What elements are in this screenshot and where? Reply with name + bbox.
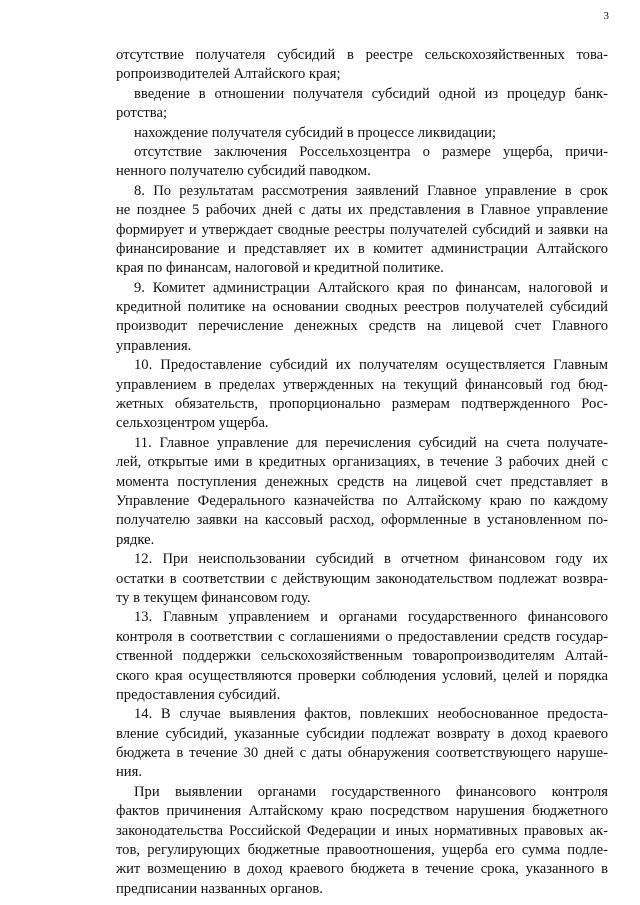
text-line: производит перечисление денежных средств на лицевой счет Главного [116, 318, 608, 335]
text-line: отсутствие получателя субсидий в реестре сельскохозяйственных това- [116, 47, 608, 63]
text-line: управлением в пределах утвержденных на текущий финансовый год бюд- [116, 376, 608, 393]
text-line: ропроизводителей Алтайского края; [116, 66, 341, 83]
text-line: 8. По результатам рассмотрения заявлений Главное управление в срок [134, 182, 608, 199]
text-line: введение в отношении получателя субсидий одной из процедур банк- [134, 85, 608, 102]
text-line: края по финансам, налоговой и кредитной политике. [116, 260, 444, 277]
text-line: формирует и утверждает сводные реестры получателей субсидий и заявки на [116, 221, 608, 238]
text-line: фактов причинения Алтайскому краю посредством нарушения бюджетного [116, 803, 608, 820]
text-line: лей, открытые ими в кредитных организациях, в течение 3 рабочих дней с [116, 454, 608, 471]
text-line: При выявлении органами государственного финансового контроля [134, 783, 608, 800]
text-line: предоставления субсидий. [116, 686, 281, 703]
text-line: ского края осуществляются проверки соблюдения условий, целей и порядка [116, 667, 608, 684]
document-body [116, 46, 608, 899]
text-line: ненного получателю субсидий паводком. [116, 163, 371, 180]
text-line: 11. Главное управление для перечисления субсидий на счета получате- [134, 434, 608, 451]
text-line: 14. В случае выявления фактов, повлекших необоснованное предоста- [134, 706, 608, 723]
text-line: кредитной политике на основании сводных реестров получателей субсидий [116, 299, 608, 316]
text-line: тов, регулирующих бюджетные правоотношения, ущерба его сумма подле- [116, 842, 608, 859]
text-line: момента поступления денежных средств на лицевой счет представляет в [116, 473, 608, 490]
text-line: Управление Федерального казначейства по Алтайскому краю по каждому [116, 492, 608, 509]
text-line: рядке. [116, 531, 155, 548]
text-line: контроля в соответствии с соглашениями о предоставлении средств государ- [116, 628, 608, 645]
text-line: бюджета в течение 30 дней с даты обнаружения соответствующего наруше- [116, 745, 608, 762]
text-line: сельхозцентром ущерба. [116, 415, 269, 432]
page-number: 3 [603, 10, 609, 22]
text-line: ственной поддержки сельскохозяйственным товаропроизводителям Алтай- [116, 648, 608, 665]
text-line: не позднее 5 рабочих дней с даты их представления в Главное управление [116, 202, 608, 219]
text-line: нахождение получателя субсидий в процессе ликвидации; [134, 124, 497, 141]
text-line: финансирование и представляет их в комитет администрации Алтайского [116, 240, 608, 257]
text-line: 12. При неиспользовании субсидий в отчетном финансовом году их [134, 551, 608, 568]
text-line: 13. Главным управлением и органами государственного финансового [134, 609, 608, 626]
text-line: ротства; [116, 105, 168, 122]
text-line: жит возмещению в доход краевого бюджета в течение срока, указанного в [116, 861, 608, 878]
text-line: остатки в соответствии с действующим законодательством подлежат возвра- [116, 570, 608, 587]
text-line: предписании названных органов. [116, 880, 323, 897]
text-line: отсутствие заключения Россельхозцентра о размере ущерба, причи- [134, 143, 608, 160]
text-line: жетных обязательств, пропорционально размерам подтвержденного Рос- [116, 396, 608, 413]
text-line: получателю заявки на кассовый расход, оформленные в установленном по- [116, 512, 608, 529]
text-line: управления. [116, 337, 192, 354]
text-line: ту в текущем финансовом году. [116, 589, 311, 606]
text-line: 9. Комитет администрации Алтайского края по финансам, налоговой и [134, 279, 608, 296]
text-line: ния. [116, 764, 142, 781]
text-line: вление субсидий, указанные субсидии подлежат возврату в доход краевого [116, 725, 608, 742]
text-line: 10. Предоставление субсидий их получателям осуществляется Главным [134, 357, 608, 374]
text-line: законодательства Российской Федерации и иных нормативных правовых ак- [116, 822, 608, 839]
